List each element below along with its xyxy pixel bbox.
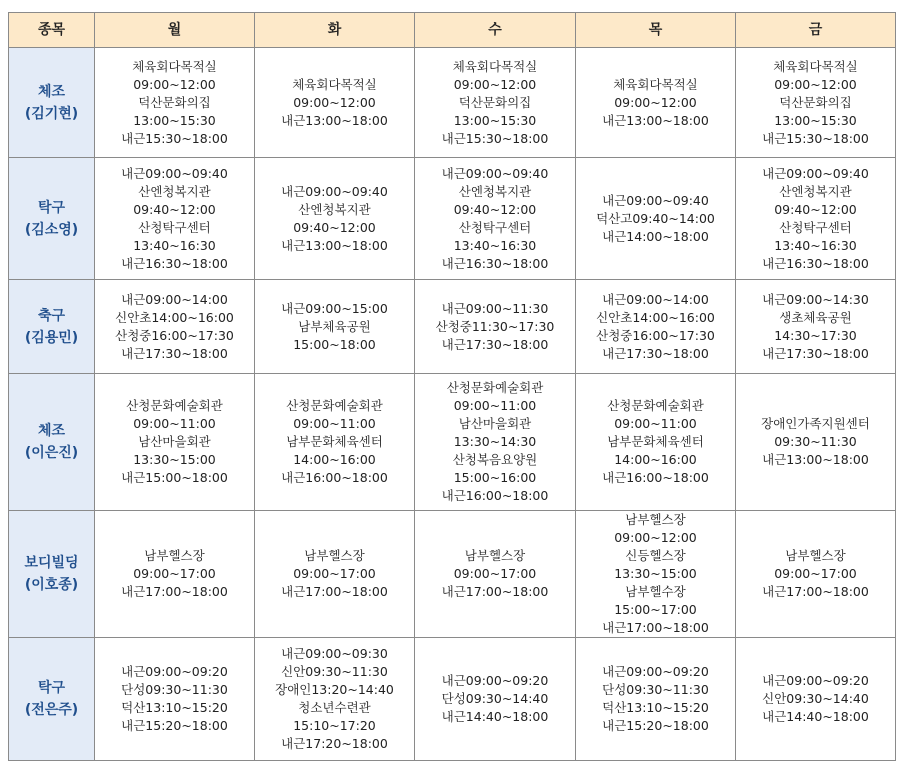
schedule-entry: 신안09:30~14:40 [762,691,869,706]
schedule-entry: 남부헬스장 [304,548,365,563]
sport-cell [9,638,95,761]
schedule-cell-tue [255,374,415,511]
schedule-entry: 체육회다목적실 [452,58,538,74]
sport-cell [9,280,95,374]
schedule-entry: 산엔청복지관 [779,183,852,199]
table-row [9,48,896,158]
schedule-entry: 13:00~15:30 [133,112,216,128]
schedule-entry: 15:00~18:00 [293,336,376,352]
schedule-entry: 13:30~14:30 [453,434,537,449]
schedule-entry: 내근16:30~18:00 [762,255,869,271]
schedule-entry: 내근09:00~15:00 [281,300,388,316]
schedule-cell-mon [95,280,255,374]
schedule-cell-fri [736,48,896,158]
schedule-entry: 14:00~16:00 [293,452,376,467]
instructor-name: (이은진) [24,445,79,461]
schedule-entry: 단성09:30~11:30 [121,682,228,697]
schedule-entry: 내근09:00~09:20 [602,664,709,679]
header-tue: 화 [255,13,415,48]
schedule-entry: 덕산13:10~15:20 [121,700,228,715]
schedule-entry: 15:00~17:00 [614,602,697,617]
schedule-entry: 내근16:30~18:00 [121,255,228,271]
table-row [9,280,896,374]
schedule-entry: 내근13:00~18:00 [281,237,388,253]
schedule-entry: 남부헬수장 [625,584,686,599]
schedule-entry: 내근09:00~09:40 [281,183,388,199]
instructor-name: (김소영) [24,221,79,238]
schedule-entry: 15:00~16:00 [453,470,537,485]
sport-cell [9,374,95,511]
schedule-cell-tue [255,511,415,638]
sport-name: 보디빌딩 [24,555,79,571]
schedule-entry: 내근16:00~18:00 [602,470,709,485]
schedule-entry: 덕산고09:40~14:00 [596,210,715,226]
schedule-cell-wed [415,48,576,158]
schedule-entry: 내근09:00~09:40 [121,165,228,181]
schedule-entry: 남부헬스장 [464,548,526,563]
schedule-entry: 신안09:30~11:30 [281,664,388,679]
schedule-entry: 산청중16:00~17:30 [596,327,715,343]
schedule-cell-fri [736,158,896,280]
schedule-entry: 09:00~17:00 [133,566,216,581]
schedule-entry: 내근17:00~18:00 [441,584,549,599]
schedule-entry: 단성09:30~14:40 [441,691,549,706]
schedule-entry: 산청문화예술회관 [126,398,223,413]
schedule-cell-mon [95,511,255,638]
table-row [9,638,896,761]
schedule-entry: 신안초14:00~16:00 [115,309,234,325]
schedule-entry: 내근17:00~18:00 [121,584,228,599]
schedule-entry: 내근17:30~18:00 [441,336,549,352]
schedule-entry: 09:00~12:00 [774,76,857,92]
schedule-entry: 09:00~17:00 [293,566,376,581]
schedule-entry: 산엔청복지관 [458,183,532,199]
schedule-entry: 산청중16:00~17:30 [115,327,234,343]
schedule-entry: 내근15:20~18:00 [602,718,709,733]
schedule-entry: 산청문화예술회관 [446,380,544,395]
schedule-entry: 09:00~12:00 [614,94,697,110]
schedule-cell-tue [255,638,415,761]
sport-name: 체조 [37,83,66,100]
schedule-cell-wed [415,511,576,638]
schedule-entry: 09:40~12:00 [453,201,537,217]
instructor-name: (이호종) [24,577,79,593]
schedule-cell-thu [576,638,736,761]
schedule-entry: 생초체육공원 [779,309,852,325]
schedule-entry: 13:00~15:30 [453,112,537,128]
schedule-entry: 덕산13:10~15:20 [602,700,709,715]
schedule-entry: 09:40~12:00 [293,219,376,235]
schedule-body [9,48,896,761]
schedule-cell-mon [95,158,255,280]
schedule-entry: 내근13:00~18:00 [281,112,388,128]
sport-name: 탁구 [37,680,66,696]
schedule-entry: 산청복음요양원 [452,452,538,467]
schedule-entry: 내근17:20~18:00 [281,736,388,751]
schedule-cell-fri [736,511,896,638]
schedule-cell-wed [415,158,576,280]
schedule-entry: 내근16:30~18:00 [441,255,549,271]
schedule-entry: 13:30~15:00 [133,452,216,467]
schedule-entry: 14:00~16:00 [614,452,697,467]
header-sport: 종목 [9,13,95,48]
schedule-entry: 체육회다목적실 [292,76,377,92]
schedule-entry: 내근09:00~11:30 [441,300,549,316]
schedule-entry: 내근15:20~18:00 [121,718,228,733]
header-row [9,13,896,48]
schedule-entry: 덕산문화의집 [779,94,852,110]
schedule-entry: 09:00~17:00 [774,566,857,581]
schedule-entry: 산청탁구센터 [779,219,852,235]
schedule-entry: 09:00~12:00 [614,530,697,545]
schedule-entry: 체육회다목적실 [132,58,217,74]
schedule-entry: 남부체육공원 [298,318,371,334]
schedule-entry: 덕산문화의집 [138,94,211,110]
sport-cell [9,158,95,280]
schedule-entry: 내근14:00~18:00 [602,228,709,244]
schedule-entry: 내근17:00~18:00 [281,584,388,599]
schedule-entry: 내근09:00~09:40 [762,165,869,181]
schedule-entry: 09:00~17:00 [453,566,537,581]
schedule-entry: 산청문화예술회관 [286,398,383,413]
schedule-entry: 내근15:30~18:00 [441,130,549,146]
schedule-entry: 산청문화예술회관 [607,398,704,413]
schedule-entry: 덕산문화의집 [458,94,532,110]
schedule-cell-tue [255,158,415,280]
schedule-entry: 신등헬스장 [625,548,686,563]
header-mon: 월 [95,13,255,48]
schedule-entry: 내근09:00~14:00 [121,291,228,307]
schedule-entry: 09:40~12:00 [133,201,216,217]
schedule-entry: 내근09:00~14:30 [762,291,869,307]
sport-name: 탁구 [37,199,66,216]
schedule-cell-thu [576,280,736,374]
schedule-entry: 09:00~11:00 [614,416,697,431]
instructor-name: (김기현) [24,105,79,122]
schedule-entry: 산엔청복지관 [298,201,371,217]
schedule-entry: 장애인13:20~14:40 [275,682,394,697]
schedule-entry: 내근17:30~18:00 [602,345,709,361]
schedule-entry: 09:00~11:00 [453,398,537,413]
schedule-entry: 내근17:30~18:00 [762,345,869,361]
schedule-cell-fri [736,638,896,761]
schedule-cell-fri [736,374,896,511]
schedule-cell-thu [576,511,736,638]
schedule-cell-tue [255,48,415,158]
schedule-entry: 09:00~12:00 [133,76,216,92]
schedule-entry: 체육회다목적실 [773,58,858,74]
schedule-entry: 내근14:40~18:00 [762,709,869,724]
schedule-table [8,12,896,761]
schedule-entry: 내근15:30~18:00 [762,130,869,146]
schedule-entry: 내근09:00~14:00 [602,291,709,307]
schedule-entry: 체육회다목적실 [613,76,698,92]
schedule-cell-wed [415,374,576,511]
schedule-entry: 13:40~16:30 [133,237,216,253]
schedule-entry: 09:00~12:00 [293,94,376,110]
sport-name: 축구 [37,307,66,324]
schedule-cell-mon [95,374,255,511]
schedule-cell-thu [576,374,736,511]
schedule-cell-thu [576,48,736,158]
table-row [9,374,896,511]
schedule-entry: 13:40~16:30 [453,237,537,253]
schedule-cell-wed [415,280,576,374]
schedule-entry: 내근09:00~09:20 [121,664,228,679]
schedule-entry: 14:30~17:30 [774,327,857,343]
schedule-entry: 내근17:00~18:00 [602,620,709,635]
schedule-entry: 09:00~12:00 [453,76,537,92]
sport-cell [9,48,95,158]
schedule-entry: 15:10~17:20 [293,718,376,733]
schedule-entry: 내근17:00~18:00 [762,584,869,599]
schedule-entry: 남산마을회관 [458,416,532,431]
header-fri: 금 [736,13,896,48]
schedule-cell-tue [255,280,415,374]
schedule-entry: 내근09:00~09:40 [441,165,549,181]
schedule-entry: 내근15:30~18:00 [121,130,228,146]
schedule-entry: 09:40~12:00 [774,201,857,217]
schedule-entry: 청소년수련관 [298,700,371,715]
schedule-entry: 남산마을회관 [138,434,211,449]
schedule-entry: 장애인가족지원센터 [761,416,870,431]
header-wed: 수 [415,13,576,48]
schedule-entry: 남부문화체육센터 [607,434,704,449]
sport-cell [9,511,95,638]
schedule-cell-wed [415,638,576,761]
schedule-entry: 13:30~15:00 [614,566,697,581]
schedule-entry: 09:00~11:00 [133,416,216,431]
table-row [9,511,896,638]
schedule-entry: 09:00~11:00 [293,416,376,431]
schedule-entry: 내근16:00~18:00 [281,470,388,485]
schedule-entry: 산엔청복지관 [138,183,211,199]
schedule-entry: 내근15:00~18:00 [121,470,228,485]
schedule-entry: 내근09:00~09:40 [602,192,709,208]
schedule-cell-mon [95,48,255,158]
schedule-entry: 산청탁구센터 [138,219,211,235]
schedule-entry: 내근13:00~18:00 [602,112,709,128]
schedule-entry: 내근09:00~09:30 [281,646,388,661]
sport-name: 체조 [37,423,66,439]
schedule-entry: 13:00~15:30 [774,112,857,128]
schedule-entry: 내근09:00~09:20 [762,673,869,688]
schedule-entry: 내근14:40~18:00 [441,709,549,724]
schedule-entry: 09:30~11:30 [774,434,857,449]
schedule-cell-fri [736,280,896,374]
table-row [9,158,896,280]
schedule-entry: 남부문화체육센터 [286,434,383,449]
schedule-entry: 내근16:00~18:00 [441,488,549,503]
schedule-entry: 남부헬스장 [144,548,205,563]
schedule-cell-thu [576,158,736,280]
header-thu: 목 [576,13,736,48]
schedule-entry: 남부헬스장 [625,512,686,527]
schedule-entry: 산청탁구센터 [458,219,532,235]
schedule-entry: 13:40~16:30 [774,237,857,253]
schedule-entry: 남부헬스장 [785,548,846,563]
schedule-entry: 내근09:00~09:20 [441,673,549,688]
schedule-entry: 내근13:00~18:00 [762,452,869,467]
schedule-cell-mon [95,638,255,761]
schedule-entry: 내근17:30~18:00 [121,345,228,361]
schedule-entry: 신안초14:00~16:00 [596,309,715,325]
instructor-name: (전은주) [24,702,79,718]
schedule-entry: 단성09:30~11:30 [602,682,709,697]
schedule-entry: 산청중11:30~17:30 [435,318,555,334]
instructor-name: (김용민) [24,329,79,346]
